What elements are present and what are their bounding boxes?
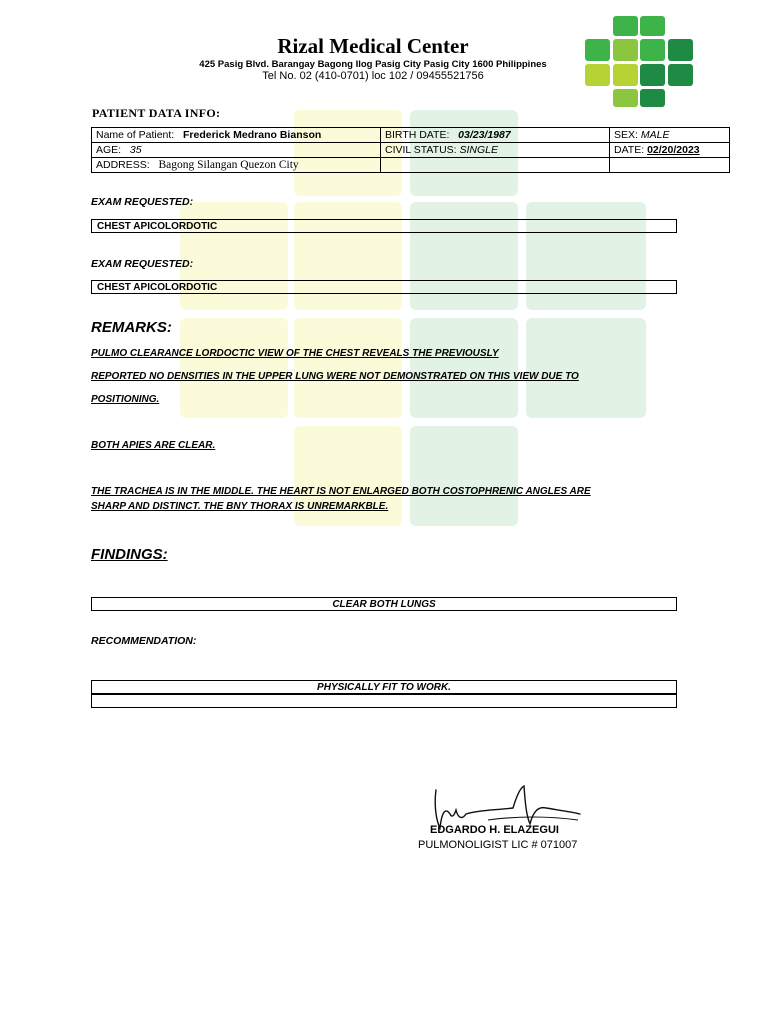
sex-value: MALE xyxy=(640,128,670,141)
hospital-name: Rizal Medical Center xyxy=(277,34,469,58)
table-row xyxy=(92,128,730,143)
hospital-telephone: Tel No. 02 (410-0701) loc 102 / 09455521756 xyxy=(262,70,484,82)
civil-status-label: CIVIL STATUS: xyxy=(385,143,457,156)
remarks-line: SHARP AND DISTINCT. THE BNY THORAX IS UNREMARKBLE. xyxy=(91,501,389,512)
civil-status-cell xyxy=(381,143,610,158)
remarks-line: REPORTED NO DENSITIES IN THE UPPER LUNG WERE NOT DEMONSTRATED ON THIS VIEW DUE TO xyxy=(91,371,579,382)
birth-date-value: 03/23/1987 xyxy=(458,128,511,141)
age-label: AGE: xyxy=(96,143,122,156)
exam-requested-value-1: CHEST APICOLORDOTIC xyxy=(91,219,677,233)
patient-info-heading: PATIENT DATA INFO: xyxy=(92,106,221,120)
sex-label: SEX: xyxy=(614,128,638,141)
date-value: 02/20/2023 xyxy=(647,143,700,156)
address-value: Bagong Silangan Quezon City xyxy=(158,158,299,171)
exam-requested-label-2: EXAM REQUESTED: xyxy=(91,258,194,270)
remarks-line: THE TRACHEA IS IN THE MIDDLE. THE HEART IS NOT ENLARGED BOTH COSTOPHRENIC ANGLES ARE xyxy=(91,486,591,497)
recommendation-value: PHYSICALLY FIT TO WORK. xyxy=(91,680,677,694)
civil-status-value: SINGLE xyxy=(459,143,499,156)
exam-requested-value-2: CHEST APICOLORDOTIC xyxy=(91,280,677,294)
patient-name-value: Frederick Medrano Bianson xyxy=(182,128,322,141)
remarks-line: BOTH APIES ARE CLEAR. xyxy=(91,440,216,451)
signatory-name: EDGARDO H. ELAZEGUI xyxy=(430,824,559,836)
empty-cell xyxy=(610,158,730,173)
date-label: DATE: xyxy=(614,143,645,156)
exam-requested-label-1: EXAM REQUESTED: xyxy=(91,196,194,208)
signatory-title: PULMONOLIGIST LIC # 071007 xyxy=(418,839,578,851)
table-row xyxy=(92,158,730,173)
address-label: ADDRESS: xyxy=(96,158,150,171)
watermark-cross xyxy=(180,110,650,530)
patient-name-label: Name of Patient: xyxy=(96,128,175,141)
birth-date-label: BIRTH DATE: xyxy=(385,128,450,141)
age-cell xyxy=(92,143,381,158)
patient-info-table xyxy=(91,127,730,173)
age-value: 35 xyxy=(129,143,142,156)
birth-date-cell xyxy=(381,128,610,143)
recommendation-label: RECOMMENDATION: xyxy=(91,635,197,647)
recommendation-empty-row xyxy=(91,694,677,708)
address-cell xyxy=(92,158,381,173)
hospital-logo-icon xyxy=(582,16,698,108)
remarks-line: POSITIONING. xyxy=(91,394,160,405)
hospital-address: 425 Pasig Blvd. Barangay Bagong Ilog Pasig City Pasig City 1600 Philippines xyxy=(199,59,547,70)
empty-cell xyxy=(381,158,610,173)
signature-icon xyxy=(428,780,588,840)
findings-heading: FINDINGS: xyxy=(91,546,168,563)
table-row xyxy=(92,143,730,158)
remarks-heading: REMARKS: xyxy=(91,319,172,336)
sex-cell xyxy=(610,128,730,143)
date-cell xyxy=(610,143,730,158)
remarks-line: PULMO CLEARANCE LORDOCTIC VIEW OF THE CHEST REVEALS THE PREVIOUSLY xyxy=(91,348,499,359)
patient-name-cell xyxy=(92,128,381,143)
findings-value: CLEAR BOTH LUNGS xyxy=(91,597,677,611)
